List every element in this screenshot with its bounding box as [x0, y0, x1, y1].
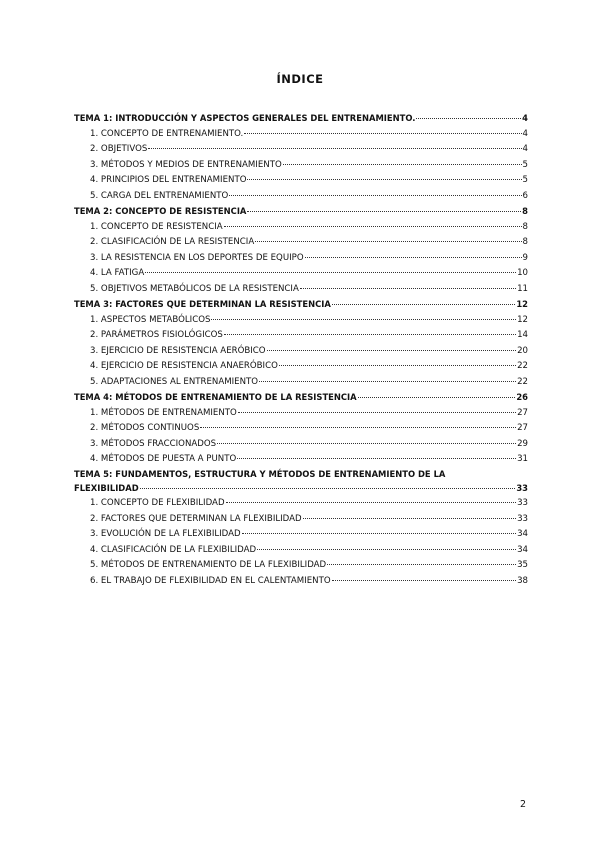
toc-entry-label: 2. MÉTODOS CONTINUOS	[90, 423, 200, 433]
dot-leader	[283, 163, 522, 165]
toc-entry-page: 5	[522, 175, 528, 185]
toc-entry-page: 34	[517, 544, 528, 555]
page-number: 2	[520, 799, 527, 810]
toc-entry-tema[interactable]	[74, 297, 528, 313]
toc-entry-tema[interactable]	[74, 204, 528, 220]
toc-entry-label: 3. MÉTODOS Y MEDIOS DE ENTRENAMIENTO	[90, 159, 282, 170]
dot-leader	[358, 396, 516, 398]
toc-entry-label: 2. PARÁMETROS FISIOLÓGICOS	[90, 330, 223, 340]
toc-entry-label: 3. EVOLUCIÓN DE LA FLEXIBILIDAD	[90, 529, 241, 539]
toc-entry-section[interactable]	[74, 189, 528, 205]
toc-entry-label: TEMA 4: MÉTODOS DE ENTRENAMIENTO DE LA RESISTENCIA	[74, 392, 357, 402]
toc-entry-label: TEMA 3: FACTORES QUE DETERMINAN LA RESISTENCIA	[74, 299, 331, 309]
dot-leader	[247, 178, 521, 180]
toc-entry-tema[interactable]	[74, 390, 528, 406]
dot-leader	[229, 194, 521, 196]
dot-leader	[279, 364, 516, 366]
toc-entry-label: 1. ASPECTOS METABÓLICOS	[90, 314, 211, 325]
toc-entry-page: 5	[522, 159, 528, 170]
dot-leader	[238, 411, 516, 413]
dot-leader	[237, 457, 516, 459]
dot-leader	[145, 271, 516, 273]
toc-entry-section[interactable]	[74, 328, 528, 344]
toc-entry-label: 4. MÉTODOS DE PUESTA A PUNTO	[90, 454, 237, 464]
toc-entry-label: 1. CONCEPTO DE FLEXIBILIDAD	[90, 498, 225, 508]
dot-leader	[257, 548, 516, 550]
toc-entry-label: 2. OBJETIVOS	[90, 144, 148, 154]
dot-leader	[259, 380, 516, 382]
toc-entry-section[interactable]	[74, 558, 528, 574]
toc-entry-section[interactable]	[74, 282, 528, 298]
toc-entry-label: 1. CONCEPTO DE RESISTENCIA	[90, 221, 223, 232]
dot-leader	[416, 117, 521, 119]
toc-entry-label: 6. EL TRABAJO DE FLEXIBILIDAD EN EL CALENTAMIENTO	[90, 575, 331, 586]
dot-leader	[200, 426, 516, 428]
toc-entry-page: 33	[517, 498, 528, 508]
toc-entry-tema-continued[interactable]	[74, 481, 528, 497]
page-title: ÍNDICE	[276, 72, 324, 86]
toc-entry-page: 33	[517, 513, 528, 524]
toc-entry-page: 29	[517, 438, 528, 449]
toc-entry-label: 5. ADAPTACIONES AL ENTRENAMIENTO	[90, 376, 259, 387]
dot-leader	[300, 287, 516, 289]
toc-entry-page: 22	[517, 361, 528, 371]
toc-entry-section[interactable]	[74, 406, 528, 422]
toc-entry-label: 4. LA FATIGA	[90, 268, 145, 278]
toc-entry-section[interactable]	[74, 359, 528, 375]
toc-entry-section[interactable]	[74, 251, 528, 267]
toc-entry-section[interactable]	[74, 375, 528, 391]
dot-leader	[217, 442, 516, 444]
toc-entry-section[interactable]	[74, 421, 528, 437]
toc-entry-page: 9	[522, 252, 528, 263]
toc-entry-section[interactable]	[74, 173, 528, 189]
toc-entry-page: 38	[517, 575, 528, 586]
toc-entry-page: 27	[517, 423, 528, 433]
dot-leader	[224, 333, 516, 335]
toc-entry-page: 34	[517, 529, 528, 539]
dot-leader	[327, 563, 516, 565]
toc-entry-section[interactable]	[74, 127, 528, 143]
toc-entry-label: 3. EJERCICIO DE RESISTENCIA AERÓBICO	[90, 345, 266, 356]
toc-entry-label: 5. OBJETIVOS METABÓLICOS DE LA RESISTENCIA	[90, 283, 299, 294]
dot-leader	[211, 318, 516, 320]
toc-entry-page: 20	[517, 345, 528, 356]
toc-entry-section[interactable]	[74, 496, 528, 512]
toc-entry-label: 4. EJERCICIO DE RESISTENCIA ANAERÓBICO	[90, 361, 278, 371]
toc-entry-section[interactable]	[74, 344, 528, 360]
toc-entry-page: 31	[517, 454, 528, 464]
toc-entry-label: TEMA 5: FUNDAMENTOS, ESTRUCTURA Y MÉTODOS DE ENTRENAMIENTO DE LA	[74, 468, 446, 479]
toc-entry-page: 27	[517, 407, 528, 418]
toc-entry-page: 8	[522, 221, 528, 232]
toc-entry-page: 4	[522, 113, 528, 123]
toc-entry-section[interactable]	[74, 313, 528, 329]
toc-entry-section[interactable]	[74, 574, 528, 590]
toc-entry-page: 4	[522, 144, 528, 154]
toc-entry-section[interactable]	[74, 437, 528, 453]
toc-entry-label: 2. FACTORES QUE DETERMINAN LA FLEXIBILIDAD	[90, 513, 302, 524]
toc-entry-section[interactable]	[74, 543, 528, 559]
dot-leader	[332, 303, 516, 305]
dot-leader	[332, 579, 516, 581]
dot-leader	[247, 210, 521, 212]
toc-entry-label: 2. CLASIFICACIÓN DE LA RESISTENCIA	[90, 237, 255, 247]
toc-entry-page: 11	[517, 283, 528, 294]
table-of-contents	[74, 111, 528, 589]
toc-entry-section[interactable]	[74, 266, 528, 282]
toc-entry-section[interactable]	[74, 158, 528, 174]
dot-leader	[244, 132, 521, 134]
toc-entry-label: 5. MÉTODOS DE ENTRENAMIENTO DE LA FLEXIBILIDAD	[90, 560, 327, 570]
dot-leader	[255, 240, 521, 242]
toc-entry-page: 22	[517, 376, 528, 387]
toc-entry-page: 6	[522, 190, 528, 201]
dot-leader	[224, 225, 522, 227]
toc-entry-page: 26	[516, 392, 528, 402]
toc-entry-section[interactable]	[74, 452, 528, 468]
toc-entry-section[interactable]	[74, 527, 528, 543]
toc-entry-label: TEMA 2: CONCEPTO DE RESISTENCIA	[74, 206, 247, 216]
toc-entry-page: 8	[522, 206, 528, 216]
toc-entry-page: 4	[522, 128, 528, 139]
toc-entry-page: 12	[516, 299, 528, 309]
toc-entry-page: 14	[517, 330, 528, 340]
dot-leader	[242, 532, 516, 534]
dot-leader	[226, 501, 517, 503]
toc-entry-label: 1. MÉTODOS DE ENTRENAMIENTO	[90, 407, 237, 418]
dot-leader	[148, 147, 521, 149]
dot-leader	[303, 517, 516, 519]
toc-entry-section[interactable]	[74, 512, 528, 528]
toc-entry-label: 4. PRINCIPIOS DEL ENTRENAMIENTO	[90, 175, 247, 185]
toc-entry-page: 12	[517, 314, 528, 325]
dot-leader	[140, 487, 516, 489]
toc-entry-page: 8	[522, 237, 528, 247]
dot-leader	[305, 256, 522, 258]
toc-entry-tema[interactable]	[74, 468, 528, 481]
toc-entry-section[interactable]	[74, 142, 528, 158]
toc-entry-section[interactable]	[74, 235, 528, 251]
toc-entry-label: 3. MÉTODOS FRACCIONADOS	[90, 438, 217, 449]
toc-entry-page: 35	[517, 560, 528, 570]
toc-entry-label: 4. CLASIFICACIÓN DE LA FLEXIBILIDAD	[90, 544, 257, 555]
toc-entry-tema[interactable]	[74, 111, 528, 127]
toc-entry-label: 3. LA RESISTENCIA EN LOS DEPORTES DE EQUIPO	[90, 252, 304, 263]
toc-entry-section[interactable]	[74, 220, 528, 236]
toc-entry-label: 5. CARGA DEL ENTRENAMIENTO	[90, 190, 229, 201]
toc-entry-label: 1. CONCEPTO DE ENTRENAMIENTO.	[90, 128, 244, 139]
toc-entry-label: FLEXIBILIDAD	[74, 482, 139, 493]
toc-entry-label: TEMA 1: INTRODUCCIÓN Y ASPECTOS GENERALES DEL ENTRENAMIENTO.	[74, 113, 416, 123]
toc-entry-page: 10	[517, 268, 528, 278]
dot-leader	[267, 349, 517, 351]
toc-entry-page: 33	[516, 482, 528, 493]
